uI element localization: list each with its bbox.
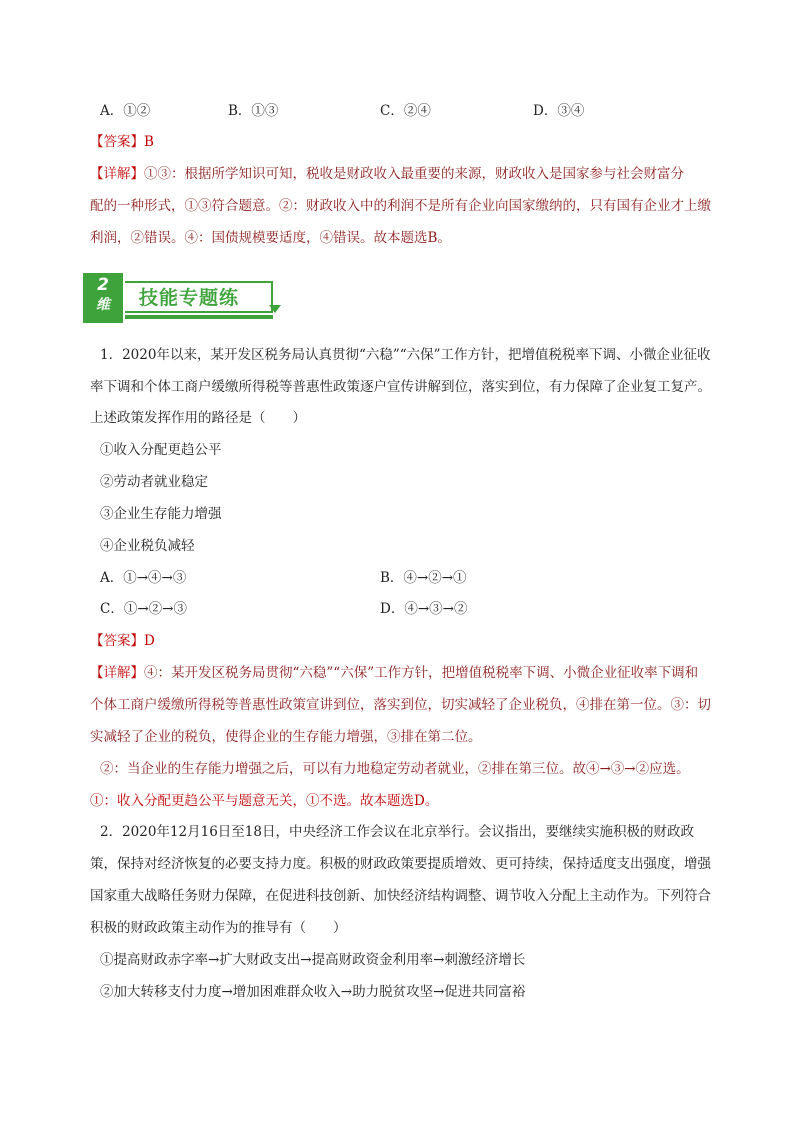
detail-tag: 【详解】 <box>90 166 144 182</box>
choice-b: B．④→②→① <box>380 570 467 586</box>
answer-line <box>90 132 154 152</box>
answer-value: B <box>144 134 154 150</box>
detail-line: ①：收入分配更趋公平与题意无关，①不选。故本题选D。 <box>90 793 439 809</box>
question-1-stem: 率下调和个体工商户缓缴所得税等普惠性政策逐户宣传讲解到位，落实到位，有力保障了企业复工复产。 <box>90 379 711 395</box>
question-1-option: ②劳动者就业稳定 <box>100 474 208 490</box>
question-1-option: ④企业税负减轻 <box>100 538 195 554</box>
question-2-stem: 积极的财政政策主动作为的推导有（ ） <box>90 920 347 936</box>
choice-a: A．①→④→③ <box>100 570 187 586</box>
detail-line <box>90 164 684 184</box>
detail-text: ①③：根据所学知识可知，税收是财政收入最重要的来源，财政收入是国家参与社会财富分 <box>144 166 684 182</box>
section-dimension: 维 <box>96 297 110 313</box>
detail-tag: 【详解】 <box>90 665 144 681</box>
section-underline <box>125 315 273 319</box>
section-title-box <box>125 281 273 313</box>
choice-c: C．①→②→③ <box>100 601 187 617</box>
answer-tag: 【答案】 <box>90 633 144 649</box>
choice-d: D．④→③→② <box>380 601 468 617</box>
detail-line: 利润，②错误。④：国债规模要适度，④错误。故本题选B。 <box>90 230 451 246</box>
question-2-stem: 2．2020年12月16日至18日，中央经济工作会议在北京举行。会议指出，要继续实施积极的财政政 <box>100 824 694 840</box>
choice-c: C．②④ <box>380 103 431 119</box>
detail-line: 配的一种形式，①③符合题意。②：财政收入中的利润不是所有企业向国家缴纳的，只有国有企业才上缴 <box>90 198 711 214</box>
detail-line: ②：当企业的生存能力增强之后，可以有力地稳定劳动者就业，②排在第三位。故④→③→②应选。 <box>100 761 690 777</box>
answer-tag: 【答案】 <box>90 134 144 150</box>
section-number-badge <box>83 273 123 323</box>
detail-line <box>90 663 698 683</box>
question-2-option: ②加大转移支付力度→增加困难群众收入→助力脱贫攻坚→促进共同富裕 <box>100 984 526 1000</box>
choice-d: D．③④ <box>533 103 585 119</box>
answer-line <box>90 631 155 651</box>
question-2-option: ①提高财政赤字率→扩大财政支出→提高财政资金利用率→刺激经济增长 <box>100 952 526 968</box>
detail-line: 实减轻了企业的税负，使得企业的生存能力增强，③排在第二位。 <box>90 729 482 745</box>
question-1-stem: 上述政策发挥作用的路径是（ ） <box>90 410 306 426</box>
section-number: 2 <box>97 275 109 295</box>
question-2-stem: 国家重大战略任务财力保障，在促进科技创新、加快经济结构调整、调节收入分配上主动作为。下列符合 <box>90 888 711 904</box>
question-1-option: ①收入分配更趋公平 <box>100 442 222 458</box>
detail-line: 个体工商户缓缴所得税等普惠性政策宣讲到位，落实到位，切实减轻了企业税负，④排在第一位。③：切 <box>90 697 711 713</box>
section-title: 技能专题练 <box>139 287 240 309</box>
question-1-stem: 1．2020年以来，某开发区税务局认真贯彻“六稳”“六保”工作方针，把增值税税率下调、小微企业征收 <box>100 347 711 363</box>
detail-text: ④：某开发区税务局贯彻“六稳”“六保”工作方针，把增值税税率下调、小微企业征收率下调和 <box>144 665 699 681</box>
question-1-option: ③企业生存能力增强 <box>100 506 222 522</box>
section-banner <box>83 273 281 325</box>
choice-a: A．①② <box>100 103 151 119</box>
question-2-stem: 策，保持对经济恢复的必要支持力度。积极的财政政策要提质增效、更可持续，保持适度支出强度，增强 <box>90 856 711 872</box>
answer-value: D <box>144 633 155 649</box>
section-tick <box>269 305 281 313</box>
choice-b: B．①③ <box>228 103 279 119</box>
